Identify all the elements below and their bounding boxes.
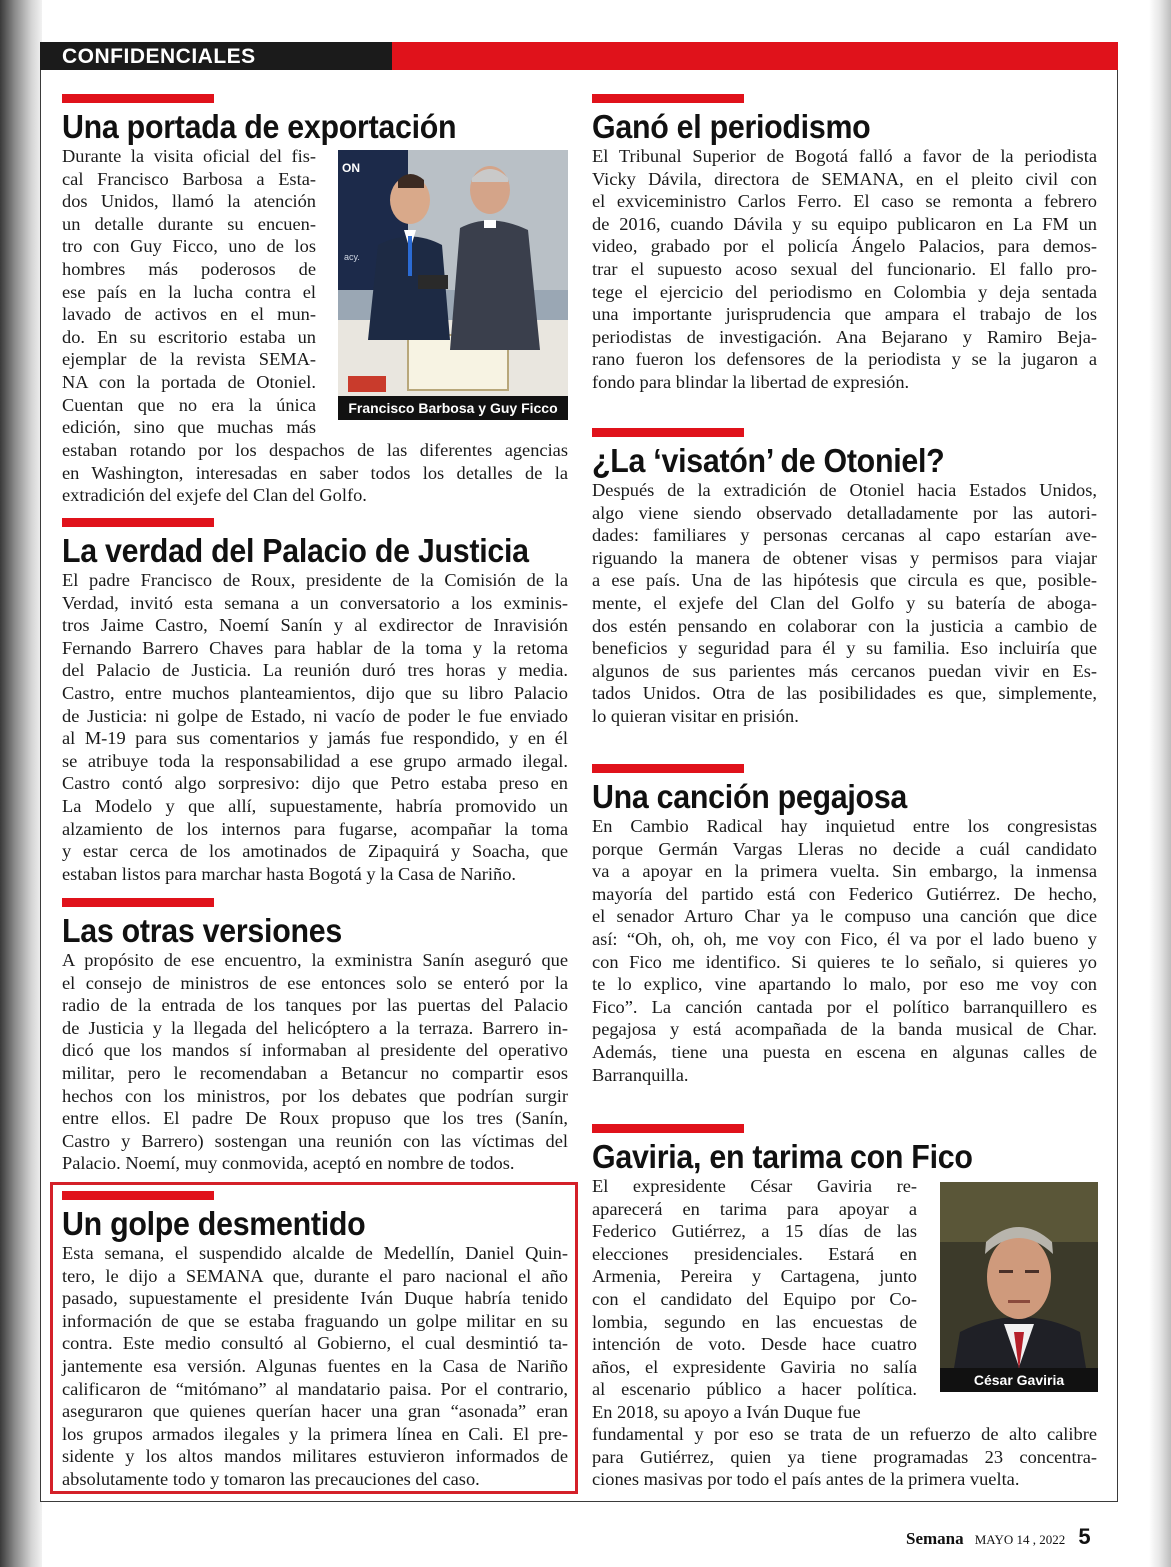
text-line: Palacio. Noemí, muy conmovida, aceptó en nombre de todos.: [62, 1153, 515, 1174]
article-body: [592, 1175, 917, 1424]
article-title: Una portada de exportación: [62, 108, 457, 145]
text-line: periodistas de investigación. Ana Bejarano y Ramiro Beja-: [592, 326, 1097, 347]
text-line: entre ellos. El padre De Roux propuso que los tres (Sanín,: [62, 1108, 568, 1129]
text-line: algo viene siendo observado detalladamente por las autori-: [592, 502, 1097, 523]
text-line: el senador Arturo Char ya le compuso una canción que dice: [592, 906, 1097, 927]
text-line: absolutamente todo y tomaron las precauciones del caso.: [62, 1468, 480, 1489]
text-line: mayoría del partido está con Federico Gutiérrez. De hecho,: [592, 883, 1097, 904]
text-line: do. En su escritorio estaba un: [62, 326, 316, 347]
article-body: [62, 145, 316, 439]
page-edge-shadow: [1149, 0, 1171, 1567]
text-line: algunos de sus parientes más cercanos puedan vivir en Es-: [592, 660, 1097, 681]
text-line: Durante la visita oficial del fis-: [62, 146, 316, 166]
text-line: de Justicia: ni golpe de Estado, ni vacío de poder le fue enviado: [62, 705, 568, 726]
text-line: dades: familiares y personas cercanas al capo estarían ave-: [592, 525, 1097, 546]
portrait-illustration: [940, 1182, 1098, 1392]
text-line: Federico Gutiérrez, a 15 días de las: [592, 1221, 917, 1242]
article-accent-bar: [62, 1191, 214, 1200]
text-line: años, el expresidente Gaviria no salía: [592, 1356, 917, 1377]
text-line: radio de la entrada de los tanques por las puertas del Palacio: [62, 995, 568, 1016]
text-line: Fico”. La canción cantada por el político barranquillero es: [592, 996, 1097, 1017]
text-line: porque Germán Vargas Lleras no decide a cuál candidato: [592, 838, 1097, 859]
text-line: Castro, entre muchos planteamientos, dijo que su libro Palacio: [62, 682, 568, 703]
text-line: calificaron de “mitómano” al mandatario paisa. Por el contrario,: [62, 1378, 568, 1399]
article-title: Ganó el periodismo: [592, 108, 871, 145]
text-line: trar el supuesto acoso sexual del funcionario. El fallo pro-: [592, 258, 1097, 279]
text-line: el exviceministro Carlos Ferro. El caso se remonta a febrero: [592, 191, 1097, 212]
text-line: Verdad, invitó esta semana a un conversatorio a los exminis-: [62, 592, 568, 613]
article-accent-bar: [62, 518, 214, 527]
text-line: En 2018, su apoyo a Iván Duque fue: [592, 1401, 861, 1422]
text-line: te lo explico, vine apartando lo malo, por eso me voy con: [592, 974, 1097, 995]
text-line: ciones masivas por todo el país antes de la primera vuelta.: [592, 1469, 1020, 1490]
text-line: ese país en la lucha contra el: [62, 281, 316, 302]
text-line: así: “Oh, oh, oh, me voy con Fico, él va por el lado bueno y: [592, 928, 1097, 949]
article-accent-bar: [62, 94, 214, 103]
text-line: Además, tiene una puesta en escena en algunas calles de: [592, 1041, 1097, 1062]
text-line: contra. Este medio consultó al Gobierno, el cual desmintió ta-: [62, 1333, 568, 1354]
text-line: y estar cerca de los amotinados de Zipaquirá y Soacha, que: [62, 841, 568, 862]
text-line: para Gutiérrez, quien ya tiene programadas 23 concentra-: [592, 1446, 1097, 1467]
page-number: 5: [1078, 1524, 1091, 1549]
text-line: alzamiento de los internos para fugarse, acompañar la toma: [62, 818, 568, 839]
article-body: [62, 569, 568, 885]
text-line: cal Francisco Barbosa a Esta-: [62, 168, 316, 189]
text-line: intención de voto. Desde hace cuatro: [592, 1334, 917, 1355]
text-line: un detalle durante su encuen-: [62, 213, 316, 234]
text-line: Esta semana, el suspendido alcalde de Medellín, Daniel Quin-: [62, 1243, 568, 1263]
text-line: pegajosa y está acompañada de la banda musical de Char.: [592, 1019, 1097, 1040]
article-accent-bar: [62, 898, 214, 907]
text-line: dicó que los mandos sí informaban al presidente del operativo: [62, 1040, 568, 1061]
text-line: va a apoyar en la primera vuelta. Sin embargo, la inmensa: [592, 861, 1097, 882]
photo-caption: César Gaviria: [940, 1368, 1098, 1392]
text-line: NA con la portada de Otoniel.: [62, 371, 316, 392]
article-body: [62, 1242, 568, 1491]
text-line: tro con Guy Ficco, uno de los: [62, 236, 316, 257]
photo-caption: Francisco Barbosa y Guy Ficco: [338, 396, 568, 420]
article-body: [62, 949, 568, 1175]
text-line: en Washington, interesadas en saber todos los detalles de la: [62, 462, 568, 483]
text-line: lombia, segundo en las encuestas de: [592, 1311, 917, 1332]
text-line: al M-19 para sus comentarios y jamás fue respondido, y en él: [62, 728, 568, 749]
photo-cesar-gaviria: [940, 1182, 1098, 1392]
text-line: Castro y Barrero) sostengan una reunión con las víctimas del: [62, 1130, 568, 1151]
binding-shadow: [0, 0, 42, 1567]
article-body-continued: [62, 439, 568, 507]
article-body: [592, 479, 1097, 728]
text-line: tero, le dijo a SEMANA que, durante el paro nacional el año: [62, 1265, 568, 1286]
text-line: aparecerá en tarima para apoyar a: [592, 1198, 917, 1219]
article-accent-bar: [592, 94, 744, 103]
photo-barbosa-ficco: [338, 150, 568, 420]
text-line: El padre Francisco de Roux, presidente de la Comisión de la: [62, 570, 568, 590]
text-line: video, grabado por el policía Ángelo Palacios, para demos-: [592, 236, 1097, 257]
text-line: los grupos armados ilegales y la primera línea en Cali. El pre-: [62, 1423, 568, 1444]
text-line: elecciones presidenciales. Estará en: [592, 1243, 917, 1264]
issue-date: MAYO 14 , 2022: [974, 1532, 1066, 1547]
text-line: hombres más poderosos de: [62, 258, 316, 279]
article-body-continued: [592, 1423, 1097, 1491]
article-title: Una canción pegajosa: [592, 778, 908, 815]
article-accent-bar: [592, 428, 744, 437]
text-line: tados Unidos. Otra de las posibilidades es que, simplemente,: [592, 683, 1097, 704]
text-line: fundamental y por eso se trata de un refuerzo de alto calibre: [592, 1424, 1097, 1444]
section-label: CONFIDENCIALES: [62, 45, 256, 68]
text-line: pasado, supuestamente el presidente Iván Duque habría tenido: [62, 1288, 568, 1309]
article-body: [592, 145, 1097, 394]
article-body: [592, 815, 1097, 1086]
text-line: del Palacio de Justicia. La reunión duró tres horas y media.: [62, 660, 568, 681]
text-line: se atribuye toda la responsabilidad a ese grupo armado ilegal.: [62, 750, 568, 771]
text-line: riguando la manera de obtener visas y permisos para viajar: [592, 547, 1097, 568]
text-line: Cuentan que no era la única: [62, 394, 316, 415]
text-line: A propósito de ese encuentro, la exministra Sanín aseguró que: [62, 950, 568, 970]
text-line: al escenario público a hacer política.: [592, 1379, 917, 1400]
text-line: de Justicia y la llegada del helicóptero a la terraza. Barrero in-: [62, 1017, 568, 1038]
text-line: Armenia, Pereira y Cartagena, junto: [592, 1266, 917, 1287]
text-line: a ese país. Una de las hipótesis que circula es que, posible-: [592, 570, 1097, 591]
article-title: Las otras versiones: [62, 912, 342, 949]
section-header-red: [392, 42, 1118, 70]
text-line: El Tribunal Superior de Bogotá falló a favor de la periodista: [592, 146, 1097, 166]
text-line: tros Jaime Castro, Noemí Sanín y al exdirector de Inravisión: [62, 615, 568, 636]
text-line: ejemplar de la revista SEMA-: [62, 349, 316, 370]
article-title: ¿La ‘visatón’ de Otoniel?: [592, 442, 945, 479]
text-line: estaban rotando por los despachos de las diferentes agencias: [62, 440, 568, 460]
magazine-brand: Semana: [906, 1529, 964, 1548]
text-line: beneficios y seguridad para él y su familia. Eso incluiría que: [592, 638, 1097, 659]
section-header: [40, 42, 1118, 70]
article-accent-bar: [592, 1124, 744, 1133]
text-line: edición, sino que muchas más: [62, 417, 316, 438]
text-line: extradición del exjefe del Clan del Golfo.: [62, 485, 367, 506]
photo-illustration: [338, 150, 568, 420]
text-line: dos Unidos, llamó la atención: [62, 191, 316, 212]
text-line: La Modelo y que allí, supuestamente, habría promovido un: [62, 795, 568, 816]
text-line: militar, pero le recomendaban a Betancur no compartir esos: [62, 1062, 568, 1083]
text-line: Vicky Dávila, directora de SEMANA, en el pleito civil con: [592, 168, 1097, 189]
text-line: tege el ejercicio del periodismo en Colombia y deja sentada: [592, 281, 1097, 302]
text-line: Castro contó algo sorpresivo: dijo que Petro estaba preso en: [62, 773, 568, 794]
svg-text:acy.: acy.: [344, 252, 360, 262]
text-line: Barranquilla.: [592, 1064, 689, 1085]
text-line: sidente y los altos mandos militares estuvieron informados de: [62, 1446, 568, 1467]
text-line: con Fico me identifico. Si quieres te lo señalo, si quieres yo: [592, 951, 1097, 972]
article-title: Un golpe desmentido: [62, 1205, 366, 1242]
text-line: rano fueron los defensores de la periodista y se la jugaron a: [592, 349, 1097, 370]
text-line: jantemente esa versión. Algunas fuentes en la Casa de Nariño: [62, 1355, 568, 1376]
text-line: estaban listos para marchar hasta Bogotá y la Casa de Nariño.: [62, 863, 516, 884]
article-title: La verdad del Palacio de Justicia: [62, 532, 529, 569]
text-line: En Cambio Radical hay inquietud entre los congresistas: [592, 816, 1097, 836]
text-line: hechos con los ministros, por los debates que podrían surgir: [62, 1085, 568, 1106]
text-line: fondo para blindar la libertad de expresión.: [592, 371, 910, 392]
text-line: El expresidente César Gaviria re-: [592, 1176, 917, 1196]
article-accent-bar: [592, 764, 744, 773]
svg-text:ON: ON: [342, 161, 360, 175]
text-line: lo quieran visitar en prisión.: [592, 705, 799, 726]
text-line: una importante jurisprudencia que ampara el trabajo de los: [592, 304, 1097, 325]
text-line: mente, el exjefe del Clan del Golfo y su batería de aboga-: [592, 592, 1097, 613]
text-line: dos estén pensando en colaborar con la justicia a cambio de: [592, 615, 1097, 636]
text-line: información de que se estaba fraguando un golpe militar en su: [62, 1310, 568, 1331]
text-line: aseguraron que quienes querían hacer una gran “asonada” eran: [62, 1401, 568, 1422]
article-title: Gaviria, en tarima con Fico: [592, 1138, 973, 1175]
text-line: de 2016, cuando Dávila y su equipo publicaron en La FM un: [592, 213, 1097, 234]
page-footer: [906, 1524, 1091, 1550]
text-line: el consejo de ministros de ese entonces solo se enteró por la: [62, 972, 568, 993]
text-line: Después de la extradición de Otoniel hacia Estados Unidos,: [592, 480, 1097, 500]
text-line: lavado de activos en el mun-: [62, 304, 316, 325]
text-line: con el candidato del Equipo por Co-: [592, 1288, 917, 1309]
text-line: Fernando Barrero Chaves para hablar de la toma y la retoma: [62, 637, 568, 658]
